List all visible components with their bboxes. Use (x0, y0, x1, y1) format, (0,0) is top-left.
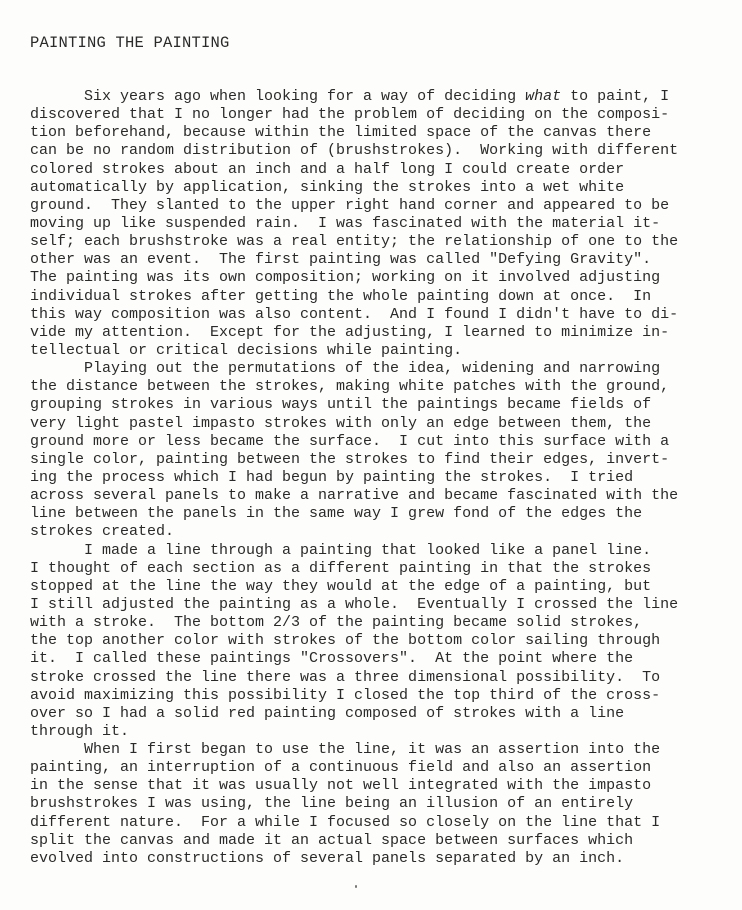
text-line: colored strokes about an inch and a half long I could create order (30, 160, 625, 178)
text-line: I thought of each section as a different painting in that the strokes (30, 559, 652, 577)
text-line: the top another color with strokes of the bottom color sailing through (30, 632, 661, 650)
text-line: across several panels to make a narrative and became fascinated with the (30, 487, 679, 505)
text-line: painting, an interruption of a continuous field and also an assertion (30, 759, 652, 777)
text-line: vide my attention. Except for the adjusting, I learned to minimize in- (30, 323, 670, 341)
text-line: I still adjusted the painting as a whole. Eventually I crossed the line (30, 595, 679, 613)
text-line: tellectual or critical decisions while painting. (30, 341, 463, 359)
text-line: individual strokes after getting the whole painting down at once. In (30, 287, 652, 305)
text-line: different nature. For a while I focused so closely on the line that I (30, 813, 661, 831)
text-line: evolved into constructions of several panels separated by an inch. (30, 849, 625, 867)
text-line: tion beforehand, because within the limited space of the canvas there (30, 124, 652, 142)
text-line: self; each brushstroke was a real entity; the relationship of one to the (30, 233, 679, 251)
text-line: split the canvas and made it an actual space between surfaces which (30, 831, 634, 849)
text-line: other was an event. The first painting was called "Defying Gravity". (30, 251, 652, 269)
text-line (30, 88, 730, 106)
text-line: ing the process which I had begun by painting the strokes. I tried (30, 468, 634, 486)
text-line: ground more or less became the surface. I cut into this surface with a (30, 432, 670, 450)
text-line: very light pastel impasto strokes with only an edge between them, the (30, 414, 652, 432)
text-line: stroke crossed the line there was a three dimensional possibility. To (30, 668, 661, 686)
scan-speck (355, 885, 357, 888)
text-line: Playing out the permutations of the idea, widening and narrowing (30, 360, 661, 378)
text-line: automatically by application, sinking the strokes into a wet white (30, 178, 625, 196)
text-line: with a stroke. The bottom 2/3 of the painting became solid strokes, (30, 614, 643, 632)
text-line: moving up like suspended rain. I was fascinated with the material it- (30, 214, 661, 232)
text-line: single color, painting between the strokes to find their edges, invert- (30, 450, 670, 468)
document-body (30, 88, 730, 868)
text-segment: Six years ago when looking for a way of deciding (30, 88, 526, 105)
text-line: brushstrokes I was using, the line being an illusion of an entirely (30, 795, 634, 813)
text-line: line between the panels in the same way I grew fond of the edges the (30, 505, 643, 523)
text-line: this way composition was also content. And I found I didn't have to di- (30, 305, 679, 323)
text-line: the distance between the strokes, making white patches with the ground, (30, 378, 670, 396)
text-line: When I first began to use the line, it was an assertion into the (30, 741, 661, 759)
text-segment: to paint, I (561, 88, 670, 105)
text-line: discovered that I no longer had the problem of deciding on the composi- (30, 106, 670, 124)
text-line: grouping strokes in various ways until the paintings became fields of (30, 396, 652, 414)
text-line: through it. (30, 722, 130, 740)
text-line: over so I had a solid red painting composed of strokes with a line (30, 704, 625, 722)
text-line: it. I called these paintings "Crossovers". At the point where the (30, 650, 634, 668)
text-line: The painting was its own composition; working on it involved adjusting (30, 269, 661, 287)
text-line: strokes created. (30, 523, 175, 541)
document-title: PAINTING THE PAINTING (30, 34, 230, 52)
emphasis-word: what (525, 88, 562, 105)
text-line: can be no random distribution of (brushstrokes). Working with different (30, 142, 679, 160)
text-line: in the sense that it was usually not well integrated with the impasto (30, 777, 652, 795)
text-line: stopped at the line the way they would at the edge of a painting, but (30, 577, 652, 595)
text-line: avoid maximizing this possibility I closed the top third of the cross- (30, 686, 661, 704)
text-line: ground. They slanted to the upper right hand corner and appeared to be (30, 196, 670, 214)
text-line: I made a line through a painting that looked like a panel line. (30, 541, 652, 559)
